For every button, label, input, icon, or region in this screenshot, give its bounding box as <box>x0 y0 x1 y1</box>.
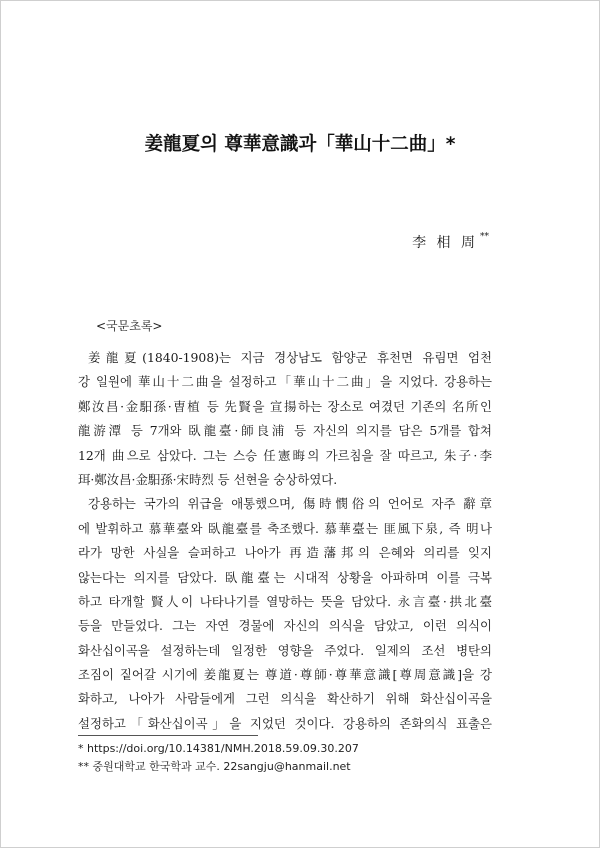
page-title: 姜龍夏의 尊華意識과「華山十二曲」* <box>144 134 456 155</box>
footnote-divider <box>78 735 258 736</box>
abstract-line: 라가 망한 사실을 슬퍼하고 나아가 再造藩邦의 은혜와 의리를 잊지 <box>78 545 492 561</box>
author-name <box>412 232 489 252</box>
abstract-line: 강 일원에 華山十二曲을 설정하고「華山十二曲」을 지었다. 강용하는 <box>78 374 492 390</box>
abstract-line: 화산십이곡을 설정하는데 일정한 영향을 주었다. 일제의 조선 병탄의 <box>78 642 492 658</box>
abstract-line: 姜龍夏(1840-1908)는 지금 경상남도 함양군 휴천면 유림면 엄천 <box>88 350 492 365</box>
footnote-doi: * https://doi.org/10.14381/NMH.2018.59.09.30.207 <box>78 742 359 755</box>
abstract-line: 하고 타개할 賢人이 나타나기를 열망하는 뜻을 담았다. 永言臺·拱北臺 <box>78 593 492 609</box>
abstract-line: 珥·鄭汝昌·金馹孫·宋時烈 등 선현을 숭상하였다. <box>78 471 338 487</box>
abstract-body <box>78 346 492 736</box>
abstract-line: 등을 만들었다. 그는 자연 경물에 자신의 의식을 담았고, 이런 의식이 <box>78 618 492 634</box>
abstract-heading: <국문초록> <box>96 319 163 333</box>
abstract-line: 않는다는 의지를 담았다. 臥龍臺는 시대적 상황을 아파하며 이를 극복 <box>78 569 492 585</box>
abstract-line: 12개 曲으로 삼았다. 그는 스승 任憲晦의 가르침을 잘 따르고, 朱子·李 <box>78 447 492 463</box>
abstract-line: 龍游潭 등 7개와 臥龍臺·師良浦 등 자신의 의지를 담은 5개를 합쳐 <box>78 423 492 439</box>
footnotes <box>78 740 359 776</box>
author-footnote-mark: ** <box>480 232 489 242</box>
abstract-line: 화하고, 나아가 사람들에게 그런 의식을 확산하기 위해 화산십이곡을 <box>78 691 492 707</box>
abstract-line: 鄭汝昌·金馹孫·曺植 등 先賢을 宣揚하는 장소로 여겼던 기존의 名所인 <box>78 398 492 414</box>
abstract-line: 조짐이 짙어갈 시기에 姜龍夏는 尊道·尊師·尊華意識[尊周意識]을 강 <box>78 667 492 683</box>
author-text: 李 相 周 <box>412 235 478 251</box>
abstract-line: 설정하고「화산십이곡」을 지었던 것이다. 강용하의 존화의식 표출은 <box>78 715 492 731</box>
footnote-author: ** 중원대학교 한국학과 교수. 22sangju@hanmail.net <box>78 760 351 773</box>
abstract-line: 강용하는 국가의 위급을 애통했으며, 傷時憫俗의 언어로 자주 辭章 <box>88 496 492 512</box>
abstract-line: 에 발휘하고 慕華臺와 臥龍臺를 축조했다. 慕華臺는 匪風下泉, 즉 明나 <box>78 520 492 536</box>
